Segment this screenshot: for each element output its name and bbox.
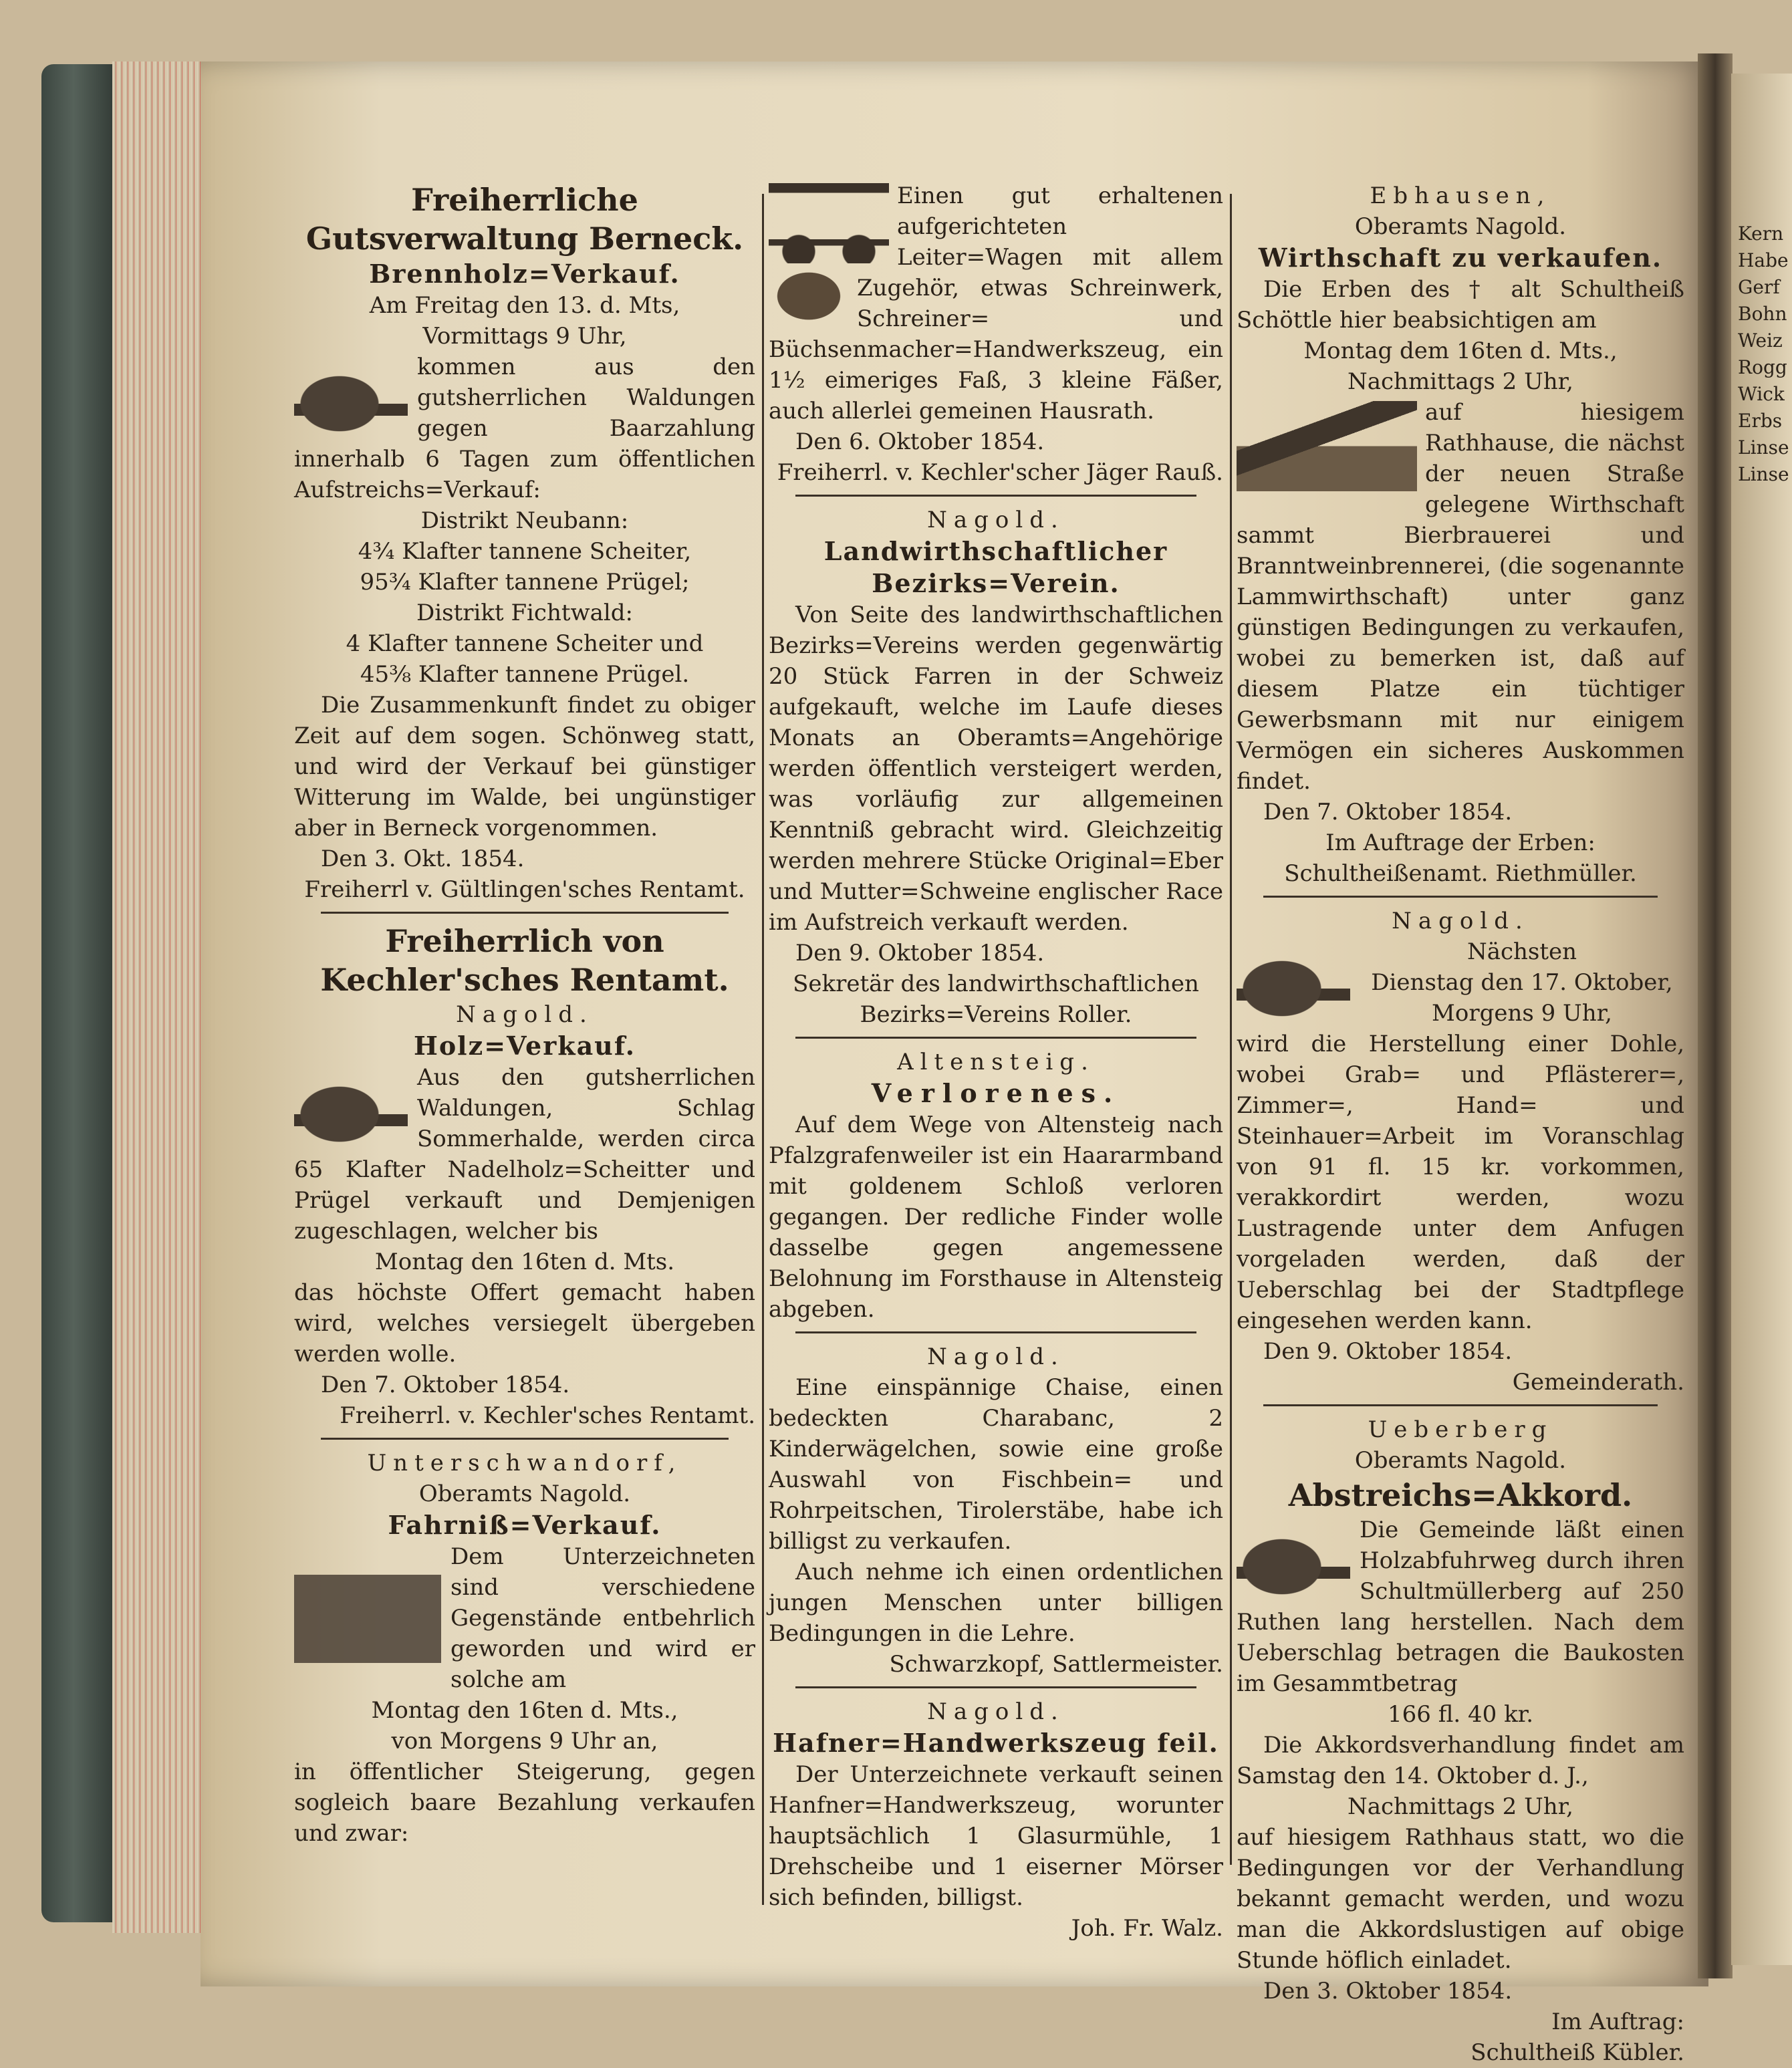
ad10-body: wird die Herstellung einer Dohle, wobei Grab= und Pflästerer=, Zimmer=, Hand= und Steinhauer=Arbeit im Voranschlag von 91 fl. 15 kr. vorkommen, verakkordirt werden, wozu Lustragende unter dem Anfugen vorgeladen werden, daß der Ueberschlag bei der Stadtpflege eingesehen werden kann. [1237, 1031, 1684, 1334]
ad11-body2: Die Akkordsverhandlung findet am Samstag den 14. Oktober d. J., [1237, 1732, 1684, 1789]
ad9-time: Nachmittags 2 Uhr, [1347, 368, 1573, 395]
ad2-place: Nagold. [456, 1001, 594, 1028]
edge-line: Kern [1738, 223, 1784, 245]
ad9-body: Die Erben des † alt Schultheiß Schöttle hier beabsichtigen am [1237, 276, 1684, 334]
woodcut-woodcutter-icon [294, 1066, 408, 1146]
ad2-date: Montag den 16ten d. Mts. [374, 1249, 675, 1275]
ad9-dated: Den 7. Oktober 1854. [1263, 799, 1513, 825]
ad1-heading: Brennholz=Verkauf. [369, 259, 680, 289]
book-gutter [1698, 53, 1733, 1978]
divider [321, 1438, 729, 1440]
ad5-heading: Landwirthschaftlicher Bezirks=Verein. [823, 536, 1168, 598]
ad3-body: Dem Unterzeichneten sind verschiedene Gegenstände entbehrlich geworden und wird er solche am [451, 1543, 755, 1693]
ad11-place: Ueberberg [1368, 1416, 1553, 1443]
ad1-item3: 4 Klafter tannene Scheiter und [346, 630, 704, 657]
divider [1263, 1404, 1658, 1406]
ad10-date: Dienstag den 17. Oktober, [1371, 969, 1673, 996]
ad9-heading: Wirthschaft zu verkaufen. [1258, 243, 1663, 273]
ad10-next: Nächsten [1466, 938, 1577, 965]
ad1-item4: 45⅜ Klafter tannene Prügel. [360, 661, 690, 688]
edge-line: Habe [1738, 249, 1789, 271]
ad4-body: Einen gut erhaltenen aufgerichteten Leiter=Wagen mit allem Zugehör, etwas Schreinwerk, Schreiner= und Büchsenmacher=Handwerkszeug, ein 1½ eimeriges Faß, 3 kleine Fäßer, auch allerlei gemeinen Hausrath. [769, 182, 1223, 424]
ad8-heading: Hafner=Handwerkszeug feil. [773, 1728, 1219, 1758]
woodcut-woodcutter-icon [1237, 1519, 1350, 1599]
ad7-body2: Auch nehme ich einen ordentlichen jungen Menschen unter billigen Bedingungen in die Lehre. [769, 1559, 1223, 1647]
ad1-body2: Die Zusammenkunft findet zu obiger Zeit auf dem sogen. Schönweg statt, und wird der Verkauf bei günstiger Witterung im Walde, bei ungünstiger aber in Berneck vorgenommen. [294, 692, 755, 842]
ad1-district1: Distrikt Neubann: [420, 507, 629, 534]
ad9-place: Ebhausen, [1370, 182, 1551, 209]
book-cover [41, 64, 122, 1922]
ad11-signature-2: Schultheiß Kübler. [1470, 2039, 1684, 2066]
ad2-body2: das höchste Offert gemacht haben wird, welches versiegelt übergeben werden wolle. [294, 1279, 755, 1368]
ad3-date: Montag den 16ten d. Mts., [371, 1697, 678, 1724]
ad5-body: Von Seite des landwirthschaftlichen Bezirks=Vereins werden gegenwärtig 20 Stück Farren in der Schweiz aufgekauft, welche im Laufe dieses Monats an Oberamts=Angehörige werden öffentlich versteigert werden, was vorläufig zur allgemeinen Kenntniß gebracht wird. Gleichzeitig werden mehrere Stücke Original=Eber und Mutter=Schweine englischer Race im Aufstreich verkauft werden. [769, 602, 1223, 936]
ad9-body2: auf hiesigem Rathhause, die nächst der neuen Straße gelegene Wirthschaft sammt Bierbrauerei und Branntweinbrennerei, (die sogenannte Lammwirthschaft) unter ganz günstigen Bedingungen zu verkaufen, wobei zu bemerken ist, daß auf diesem Platze ein tüchtiger Gewerbsmann mit nur einigem Vermögen ein sicheres Auskommen findet. [1237, 399, 1684, 795]
ad1-time: Vormittags 9 Uhr, [422, 323, 627, 350]
divider [1263, 896, 1658, 898]
edge-line: Rogg [1738, 356, 1787, 378]
edge-line: Linse [1738, 463, 1789, 485]
ad5-dated: Den 9. Oktober 1854. [795, 940, 1045, 966]
woodcut-auction-scene-icon [294, 1545, 441, 1692]
ad8-place: Nagold. [927, 1698, 1065, 1725]
woodcut-wagon-icon [769, 183, 889, 263]
ad10-time: Morgens 9 Uhr, [1432, 1000, 1612, 1027]
ad2-dated: Den 7. Oktober 1854. [321, 1372, 570, 1398]
ad8-signature: Joh. Fr. Walz. [1071, 1915, 1223, 1942]
ad4-dated: Den 6. Oktober 1854. [795, 428, 1045, 455]
ad5-place: Nagold. [927, 507, 1065, 533]
woodcut-woodcutter-icon [1237, 940, 1350, 1021]
column-right [1237, 180, 1684, 2068]
ad11-dated: Den 3. Oktober 1854. [1263, 1978, 1513, 2005]
ad11-body: Die Gemeinde läßt einen Holzabfuhrweg durch ihren Schultmüllerberg auf 250 Ruthen lang herstellen. Nach dem Ueberschlag betragen die Baukosten im Gesammtbetrag [1237, 1517, 1684, 1697]
ad3-heading: Fahrniß=Verkauf. [388, 1510, 662, 1540]
ad3-district: Oberamts Nagold. [418, 1480, 631, 1507]
ad11-amount: 166 fl. 40 kr. [1388, 1701, 1533, 1728]
ad1-item2: 95¾ Klafter tannene Prügel; [360, 569, 690, 596]
ad10-signature: Gemeinderath. [1512, 1369, 1684, 1396]
edge-line: Bohn [1738, 303, 1787, 325]
divider [321, 912, 729, 914]
column-middle [769, 180, 1223, 1944]
ad1-body: kommen aus den gutsherrlichen Waldungen gegen Baarzahlung innerhalb 6 Tagen zum öffentlichen Aufstreichs=Verkauf: [294, 354, 755, 503]
ad10-place: Nagold. [1392, 908, 1529, 934]
ad1-district2: Distrikt Fichtwald: [416, 600, 633, 626]
ad1-date-line: Am Freitag den 13. d. Mts, [369, 292, 680, 319]
woodcut-barrel-icon [769, 266, 849, 326]
ad9-date: Montag dem 16ten d. Mts., [1303, 338, 1618, 364]
divider [795, 495, 1196, 497]
column-rule-right [1230, 194, 1232, 1865]
ad3-body2: in öffentlicher Steigerung, gegen sogleich baare Bezahlung verkaufen und zwar: [294, 1759, 755, 1847]
ad7-place: Nagold. [927, 1343, 1065, 1370]
woodcut-woodcutter-icon [294, 356, 408, 436]
ad9-signature: Im Auftrage der Erben: Schultheißenamt. Riethmüller. [1284, 829, 1637, 887]
divider [795, 1331, 1196, 1333]
facing-page-edge [1738, 221, 1792, 488]
ad4-signature: Freiherrl. v. Kechler'scher Jäger Rauß. [777, 459, 1223, 486]
ad2-body: Aus den gutsherrlichen Waldungen, Schlag Sommerhalde, werden circa 65 Klafter Nadelholz=Scheitter und Prügel verkauft und Demjenigen zugeschlagen, welcher bis [294, 1064, 755, 1245]
ad6-body: Auf dem Wege von Altensteig nach Pfalzgrafenweiler ist ein Haararmband mit goldenem Schloß verloren gegangen. Der redliche Finder wolle dasselbe gegen angemessene Belohnung im Forsthause in Altensteig abgeben. [769, 1112, 1223, 1323]
ad7-signature: Schwarzkopf, Sattlermeister. [889, 1651, 1223, 1678]
ad2-signature: Freiherrl. v. Kechler'sches Rentamt. [340, 1402, 755, 1429]
ad1-dated: Den 3. Okt. 1854. [321, 846, 525, 872]
ad1-item1: 4¾ Klafter tannene Scheiter, [358, 538, 692, 565]
ad6-place: Altensteig. [897, 1049, 1095, 1075]
ad1-signature: Freiherrl v. Gültlingen'sches Rentamt. [304, 876, 745, 903]
edge-line: Weiz [1738, 330, 1783, 352]
divider [795, 1686, 1196, 1688]
ad6-heading: Verlorenes. [871, 1078, 1121, 1108]
ad8-body: Der Unterzeichnete verkauft seinen Hanfner=Handwerkszeug, worunter hauptsächlich 1 Glasurmühle, 1 Drehscheibe und 1 eiserner Mörser sich befinden, billigst. [769, 1761, 1223, 1911]
divider [795, 1037, 1196, 1039]
edge-line: Wick [1738, 383, 1785, 405]
ad3-place: Unterschwandorf, [367, 1450, 682, 1476]
ad3-time: von Morgens 9 Uhr an, [391, 1728, 658, 1755]
ad11-heading: Abstreichs=Akkord. [1288, 1477, 1633, 1513]
column-left [294, 180, 755, 1849]
ad7-body: Eine einspännige Chaise, einen bedeckten Charabanc, 2 Kinderwägelchen, sowie eine große Auswahl von Fischbein= und Rohrpeitschen, Tirolerstäbe, habe ich billigst zu verkaufen. [769, 1374, 1223, 1555]
woodcut-house-icon [1237, 401, 1417, 501]
ad11-body3: auf hiesigem Rathhaus statt, wo die Bedingungen vor der Verhandlung bekannt gemacht werden, und wozu man die Akkordslustigen auf obige Stunde höflich einladet. [1237, 1824, 1684, 1974]
ad2-heading: Holz=Verkauf. [413, 1031, 636, 1061]
ad1-title: Freiherrliche Gutsverwaltung Berneck. [305, 182, 744, 257]
ad11-district: Oberamts Nagold. [1354, 1447, 1567, 1474]
ad11-time: Nachmittags 2 Uhr, [1347, 1793, 1573, 1820]
edge-line: Linse [1738, 436, 1789, 459]
column-rule-left [762, 194, 764, 1905]
ad10-dated: Den 9. Oktober 1854. [1263, 1338, 1513, 1365]
ad11-signature-1: Im Auftrag: [1551, 2009, 1684, 2035]
edge-line: Gerf [1738, 276, 1780, 298]
ad2-title: Freiherrlich von Kechler'sches Rentamt. [320, 923, 729, 998]
edge-line: Erbs [1738, 410, 1783, 432]
ad9-district: Oberamts Nagold. [1354, 213, 1567, 240]
ad5-signature: Sekretär des landwirthschaftlichen Bezirks=Vereins Roller. [793, 971, 1199, 1028]
